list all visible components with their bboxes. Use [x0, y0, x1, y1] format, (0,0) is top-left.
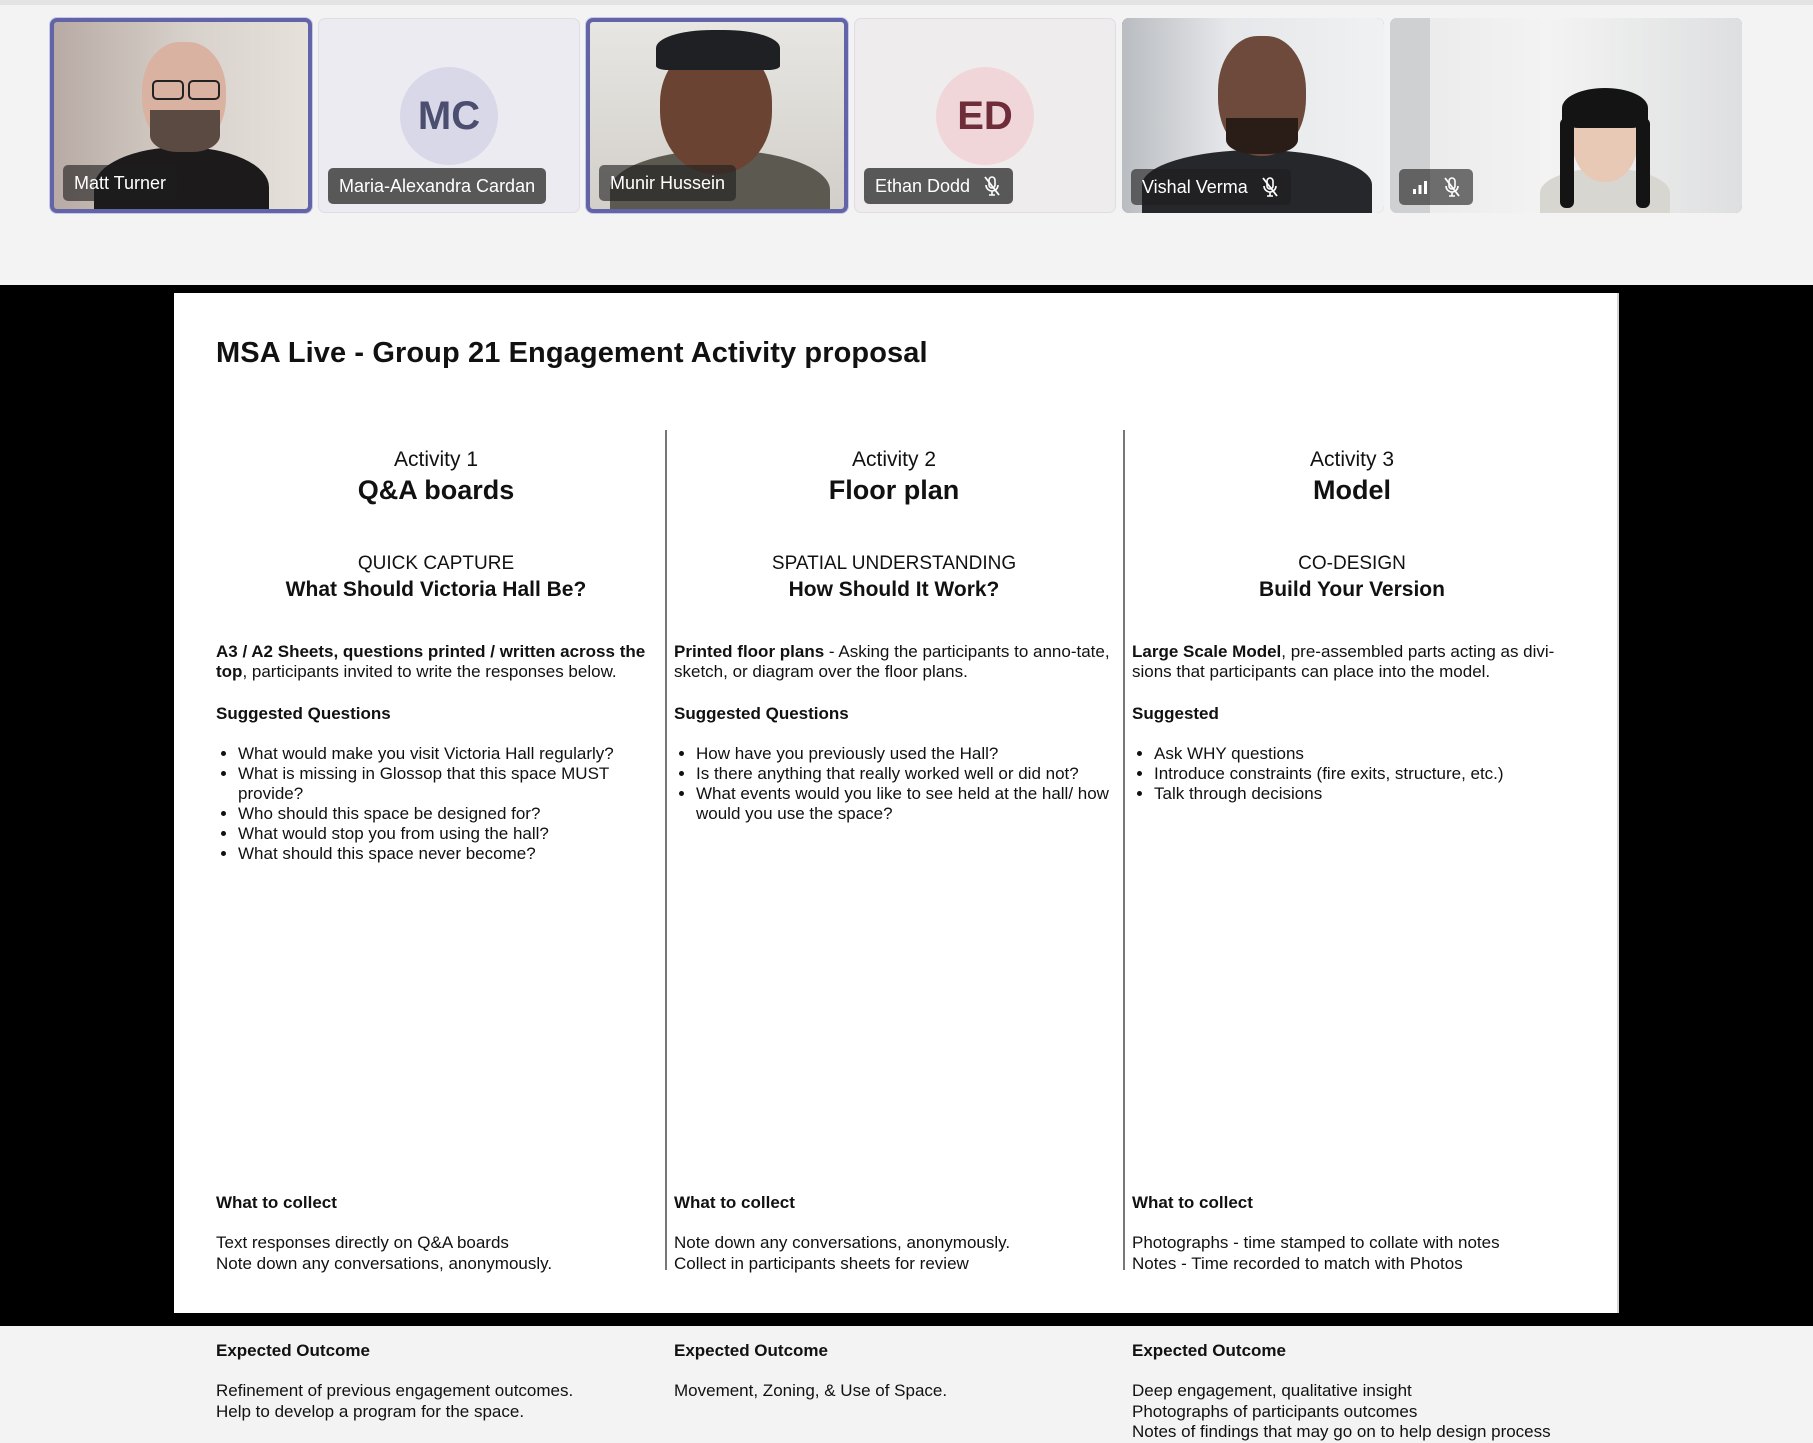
intro-bold: Printed floor plans [674, 642, 825, 661]
list-heading: Suggested Questions [674, 704, 849, 723]
activity-intro [216, 642, 656, 682]
list-item: • What would stop you from using the hall? [238, 824, 656, 844]
intro-rest: - Asking the participants to anno-tate, sketch, or diagram over the floor plans. [674, 642, 1110, 681]
intro-rest: , participants invited to write the responses below. [242, 662, 617, 681]
collect-text [1132, 1233, 1572, 1274]
collect-section [674, 1193, 1114, 1274]
outcome-heading: Expected Outcome [1132, 1341, 1286, 1360]
column-divider [665, 430, 667, 1270]
activity-question: Build Your Version [1259, 578, 1445, 601]
outcome-line: Movement, Zoning, & Use of Space. [674, 1381, 948, 1400]
collect-line: Note down any conversations, anonymously. [216, 1253, 553, 1273]
outcome-text [216, 1381, 656, 1422]
participant-nameplate [1131, 169, 1291, 205]
list-item: • What is missing in Glossop that this space MUST provide? [238, 764, 656, 804]
list-item: • Ask WHY questions [1154, 744, 1572, 764]
activity-number: Activity 3 [1309, 448, 1395, 471]
participant-nameplate [63, 165, 177, 201]
collect-section [216, 1193, 656, 1274]
slide-title: MSA Live - Group 21 Engagement Activity proposal [216, 337, 928, 369]
avatar: MC [400, 67, 498, 165]
collect-line: Text responses directly on Q&A boards [216, 1233, 509, 1252]
activity-column-1 [216, 448, 656, 1421]
participant-nameplate [1399, 169, 1473, 205]
participant-name: Vishal Verma [1142, 176, 1248, 197]
activity-question: How Should It Work? [788, 578, 1000, 601]
activity-column-2 [674, 448, 1114, 1400]
outcome-heading: Expected Outcome [216, 1341, 370, 1360]
outcome-section [674, 1341, 1114, 1402]
participant-tile-unnamed[interactable] [1390, 18, 1742, 213]
collect-section [1132, 1193, 1572, 1274]
participant-tile-matt-turner[interactable] [50, 18, 312, 213]
mic-off-icon [1442, 176, 1462, 198]
list-item: • How have you previously used the Hall? [696, 744, 1114, 764]
collect-heading: What to collect [216, 1193, 337, 1212]
list-heading: Suggested [1132, 704, 1219, 723]
mic-off-icon [1260, 176, 1280, 198]
list-item: • What should this space never become? [238, 844, 656, 864]
collect-text [674, 1233, 1114, 1274]
activity-name: Floor plan [828, 475, 960, 505]
intro-bold: Large Scale Model [1132, 642, 1282, 661]
question-list [216, 744, 656, 864]
question-list [674, 744, 1114, 824]
participant-tile-maria-alexandra-cardan[interactable] [318, 18, 580, 213]
participant-tile-vishal-verma[interactable] [1122, 18, 1384, 213]
outcome-text [674, 1381, 1114, 1402]
activity-name: Model [1313, 475, 1391, 505]
list-item: • Is there anything that really worked well or did not? [696, 764, 1114, 784]
activity-column-3 [1132, 448, 1572, 1441]
outcome-section [216, 1341, 656, 1422]
list-heading: Suggested Questions [216, 704, 391, 723]
participant-nameplate [328, 168, 546, 204]
mic-off-icon [982, 175, 1002, 197]
outcome-section [1132, 1341, 1572, 1443]
list-item: • Talk through decisions [1154, 784, 1572, 804]
intro-bold: A3 / A2 Sheets, questions printed / written across the top [216, 642, 646, 681]
list-item: • What would make you visit Victoria Hall regularly? [238, 744, 656, 764]
participant-name: Munir Hussein [610, 172, 726, 193]
presentation-slide [174, 293, 1619, 1441]
collect-line: Collect in participants sheets for review [674, 1253, 969, 1273]
intro-rest: , pre-assembled parts acting as divi-sions that participants can place into the model. [1132, 642, 1555, 681]
participant-gallery [0, 0, 1813, 285]
collect-heading: What to collect [1132, 1193, 1253, 1212]
outcome-text [1132, 1381, 1572, 1443]
activity-question: What Should Victoria Hall Be? [285, 578, 587, 601]
outcome-line: Refinement of previous engagement outcomes. [216, 1381, 574, 1400]
collect-text [216, 1233, 656, 1274]
collect-line: Notes - Time recorded to match with Photos [1132, 1253, 1463, 1273]
collect-line: Photographs - time stamped to collate with notes [1132, 1233, 1500, 1252]
activity-intro [674, 642, 1114, 682]
outcome-line: Help to develop a program for the space. [216, 1401, 525, 1421]
activity-kicker: SPATIAL UNDERSTANDING [771, 553, 1017, 574]
collect-line: Note down any conversations, anonymously. [674, 1233, 1011, 1252]
signal-bars-icon [1410, 176, 1430, 198]
participant-tile-ethan-dodd[interactable] [854, 18, 1116, 213]
activity-intro [1132, 642, 1572, 682]
question-list [1132, 744, 1572, 804]
list-item: • What events would you like to see held at the hall/ how would you use the space? [696, 784, 1114, 824]
avatar: ED [936, 67, 1034, 165]
participant-name: Matt Turner [74, 172, 167, 193]
participant-nameplate [864, 168, 1013, 204]
column-divider [1123, 430, 1125, 1270]
participant-tile-munir-hussein[interactable] [586, 18, 848, 213]
activity-number: Activity 2 [851, 448, 937, 471]
participant-nameplate [599, 165, 736, 201]
list-item: • Introduce constraints (fire exits, structure, etc.) [1154, 764, 1572, 784]
participant-name: Ethan Dodd [875, 175, 971, 196]
activity-number: Activity 1 [393, 448, 479, 471]
outcome-heading: Expected Outcome [674, 1341, 828, 1360]
list-item: • Who should this space be designed for? [238, 804, 656, 824]
activity-kicker: CO-DESIGN [1298, 553, 1406, 574]
outcome-line: Photographs of participants outcomes [1132, 1401, 1418, 1421]
collect-heading: What to collect [674, 1193, 795, 1212]
activity-name: Q&A boards [357, 475, 515, 505]
participant-name: Maria-Alexandra Cardan [339, 175, 536, 196]
outcome-line: Notes of findings that may go on to help design process [1132, 1422, 1551, 1441]
outcome-line: Deep engagement, qualitative insight [1132, 1381, 1412, 1400]
activity-kicker: QUICK CAPTURE [357, 553, 515, 574]
